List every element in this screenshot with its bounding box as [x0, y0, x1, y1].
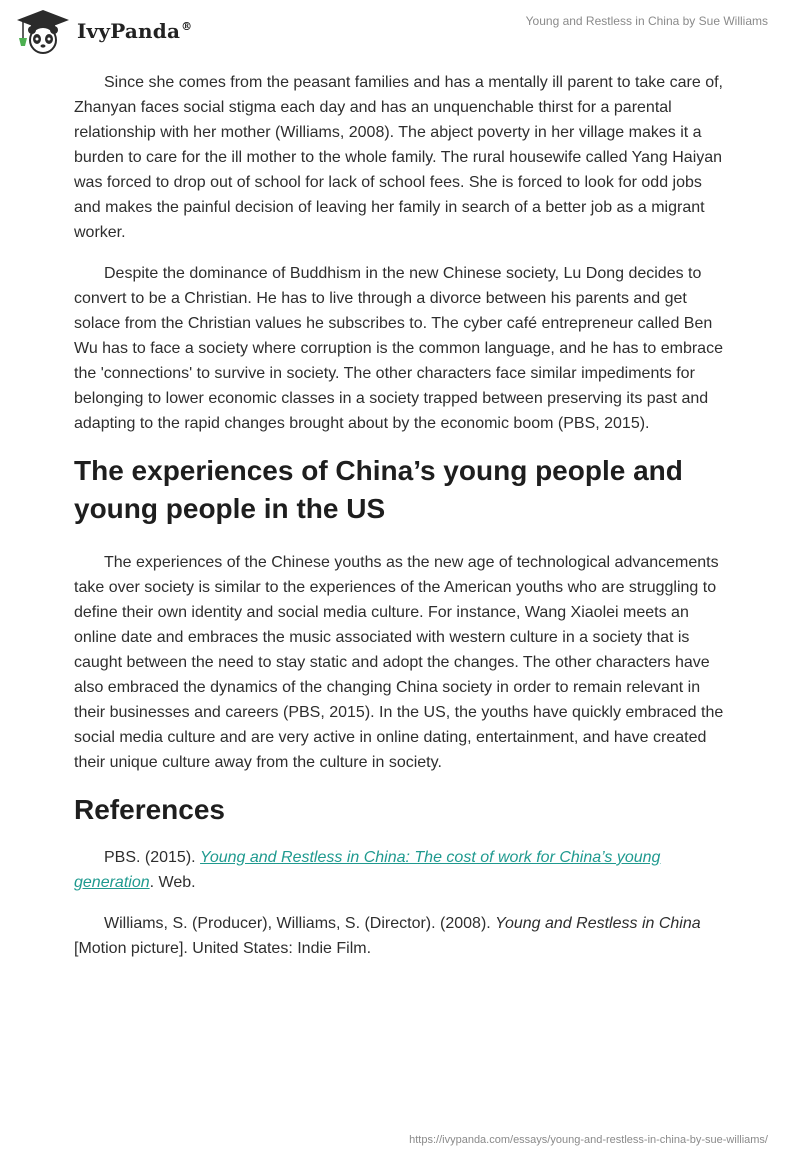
reference-2-title: Young and Restless in China — [495, 915, 701, 932]
references-heading: References — [74, 794, 225, 825]
source-url: https://ivypanda.com/essays/young-and-restless-in-china-by-sue-williams/ — [409, 1134, 768, 1146]
reference-item-1 — [74, 845, 724, 895]
document-title: Young and Restless in China by Sue Williams — [525, 14, 768, 28]
reference-2-suffix: [Motion picture]. United States: Indie Film. — [74, 940, 372, 957]
reference-1-prefix: PBS. (2015). — [104, 849, 201, 866]
page-header — [0, 0, 800, 60]
reference-2-prefix: Williams, S. (Producer), Williams, S. (Director). (2008). — [104, 915, 496, 932]
reference-item-2 — [74, 911, 724, 961]
article-content — [74, 70, 724, 977]
panda-graduate-icon — [15, 8, 71, 54]
section-heading: The experiences of China’s young people and young people in the US — [74, 455, 683, 524]
brand-logo[interactable] — [15, 6, 192, 56]
section-paragraph: The experiences of the Chinese youths as the new age of technological advancements take over society is similar to the experiences of the American youths who are struggling to define their own identity and social media culture. For instance, Wang Xiaolei meets an online date and embraces the music associated with western culture in a society that is caught between the need to stay static and adopt the changes. The other characters have also embraced the dynamics of the changing China society in order to remain relevant in their businesses and careers (PBS, 2015). In the US, the youths have quickly embraced the social media culture and are very active in online dating, entertainment, and have created their unique culture away from the culture in society. — [74, 554, 724, 771]
reference-1-link[interactable]: Young and Restless in China: The cost of work for China’s young generation — [74, 849, 661, 891]
reference-1-suffix: . Web. — [149, 874, 196, 891]
body-paragraph-2: Despite the dominance of Buddhism in the new Chinese society, Lu Dong decides to convert to be a Christian. He has to live through a divorce between his parents and get solace from the Christian values he subscribes to. The cyber café entrepreneur called Ben Wu has to face a society where corruption is the common language, and he has to embrace the 'connections' to survive in society. The other characters face similar impediments for belonging to lower economic classes in a society trapped between preserving its past and adapting to the rapid changes brought about by the economic boom (PBS, 2015). — [74, 265, 723, 432]
body-paragraph-1: Since she comes from the peasant families and has a mentally ill parent to take care of, Zhanyan faces social stigma each day and has an unquenchable thirst for a parental relationship with her mother (Williams, 2008). The abject poverty in her village makes it a burden to care for the ill mother to the whole family. The rural housewife called Yang Haiyan was forced to drop out of school for lack of school fees. She is forced to look for odd jobs and makes the painful decision of leaving her family in search of a better job as a migrant worker. — [74, 74, 723, 241]
brand-name: IvyPanda® — [77, 19, 193, 43]
